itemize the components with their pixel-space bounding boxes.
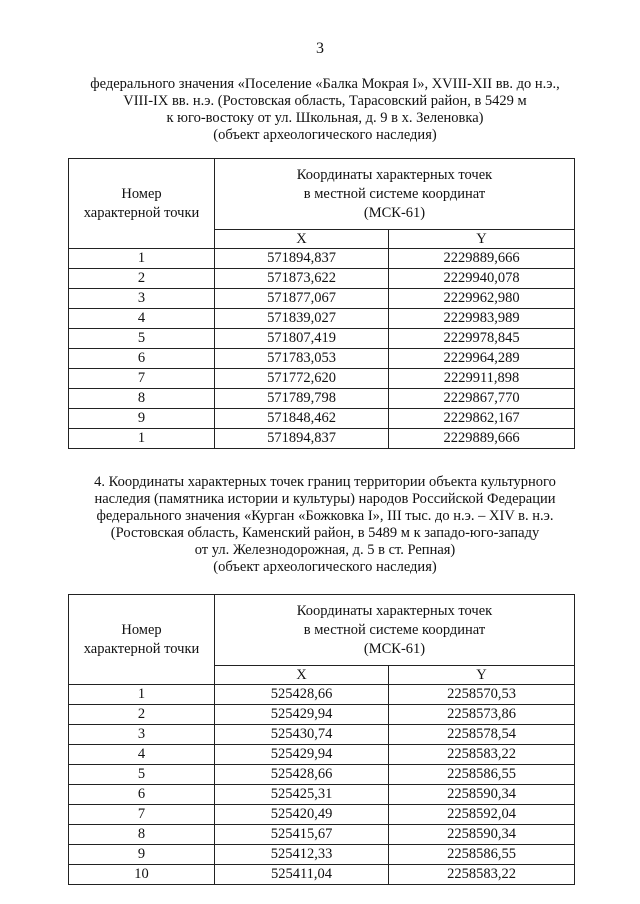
table-row: [69, 289, 575, 309]
point-number: 9: [69, 845, 215, 865]
table-row: [69, 349, 575, 369]
x-value: 525429,94: [215, 745, 389, 765]
y-value: 2229889,666: [389, 249, 575, 269]
point-number: 2: [69, 269, 215, 289]
y-value: 2258590,34: [389, 785, 575, 805]
table-row: [69, 745, 575, 765]
table-row: [69, 705, 575, 725]
y-value: 2229940,078: [389, 269, 575, 289]
point-number: 10: [69, 865, 215, 885]
heading-line: федерального значения «Курган «Божковка I», III тыс. до н.э. – XIV в. н.э.: [96, 508, 554, 524]
heading-line: (объект археологического наследия): [213, 559, 437, 575]
header-text: характерной точки: [83, 204, 200, 221]
header-text: (МСК-61): [363, 204, 426, 221]
y-value: 2229983,989: [389, 309, 575, 329]
point-number: 4: [69, 745, 215, 765]
table-row: [69, 865, 575, 885]
y-value: 2229964,289: [389, 349, 575, 369]
x-value: 571772,620: [215, 369, 389, 389]
x-value: 525415,67: [215, 825, 389, 845]
coordinates-header: [215, 159, 575, 230]
x-value: 571848,462: [215, 409, 389, 429]
x-value: 571789,798: [215, 389, 389, 409]
table-row: [69, 805, 575, 825]
table-row: [69, 249, 575, 269]
point-number-header: [69, 159, 215, 249]
y-value: 2258590,34: [389, 825, 575, 845]
point-number: 6: [69, 785, 215, 805]
object-description-3: [60, 76, 590, 144]
point-number: 3: [69, 289, 215, 309]
table-row: [69, 845, 575, 865]
y-value: 2229889,666: [389, 429, 575, 449]
y-value: 2229962,980: [389, 289, 575, 309]
table-row: [69, 389, 575, 409]
section-4-heading: [60, 474, 590, 576]
header-text: Номер: [121, 185, 162, 202]
x-value: 571807,419: [215, 329, 389, 349]
point-number: 8: [69, 389, 215, 409]
heading-line: наследия (памятника истории и культуры) народов Российской Федерации: [94, 491, 556, 507]
header-text: Номер: [121, 621, 162, 638]
x-value: 571894,837: [215, 429, 389, 449]
x-value: 525430,74: [215, 725, 389, 745]
description-line: федерального значения «Поселение «Балка Мокрая I», XVIII-XII вв. до н.э.,: [90, 76, 560, 92]
x-column-header: X: [215, 666, 389, 685]
header-text: в местной системе координат: [303, 185, 486, 202]
header-text: в местной системе координат: [303, 621, 486, 638]
table-row: [69, 725, 575, 745]
point-number: 3: [69, 725, 215, 745]
y-value: 2258578,54: [389, 725, 575, 745]
point-number: 5: [69, 765, 215, 785]
page-number: 3: [316, 40, 324, 57]
x-value: 571783,053: [215, 349, 389, 369]
header-text: характерной точки: [83, 640, 200, 657]
point-number: 2: [69, 705, 215, 725]
heading-line: от ул. Железнодорожная, д. 5 в ст. Репная): [194, 542, 456, 558]
y-value: 2229867,770: [389, 389, 575, 409]
x-value: 571894,837: [215, 249, 389, 269]
x-value: 571877,067: [215, 289, 389, 309]
table-row: [69, 409, 575, 429]
y-column-header: Y: [389, 666, 575, 685]
point-number: 7: [69, 369, 215, 389]
point-number: 7: [69, 805, 215, 825]
x-value: 571839,027: [215, 309, 389, 329]
point-number: 1: [69, 249, 215, 269]
description-line: к юго-востоку от ул. Школьная, д. 9 в х. Зеленовка): [166, 110, 484, 126]
point-number-header: [69, 595, 215, 685]
table-row: [69, 765, 575, 785]
table-row: [69, 269, 575, 289]
description-line: (объект археологического наследия): [213, 127, 437, 143]
table-row: [69, 785, 575, 805]
coordinates-table-1: [68, 158, 575, 449]
y-value: 2229978,845: [389, 329, 575, 349]
point-number: 6: [69, 349, 215, 369]
header-text: Координаты характерных точек: [296, 602, 493, 619]
x-value: 525429,94: [215, 705, 389, 725]
x-value: 525428,66: [215, 765, 389, 785]
x-value: 525428,66: [215, 685, 389, 705]
heading-line: (Ростовская область, Каменский район, в 5489 м к западо-юго-западу: [110, 525, 540, 541]
heading-line: 4. Координаты характерных точек границ территории объекта культурного: [94, 474, 556, 490]
y-value: 2229911,898: [389, 369, 575, 389]
table-row: [69, 825, 575, 845]
point-number: 8: [69, 825, 215, 845]
point-number: 4: [69, 309, 215, 329]
x-value: 525420,49: [215, 805, 389, 825]
y-value: 2229862,167: [389, 409, 575, 429]
x-value: 525412,33: [215, 845, 389, 865]
header-text: Координаты характерных точек: [296, 166, 493, 183]
x-value: 525425,31: [215, 785, 389, 805]
coordinates-header: [215, 595, 575, 666]
point-number: 1: [69, 429, 215, 449]
table-row: [69, 429, 575, 449]
y-value: 2258586,55: [389, 845, 575, 865]
point-number: 9: [69, 409, 215, 429]
y-value: 2258592,04: [389, 805, 575, 825]
y-value: 2258586,55: [389, 765, 575, 785]
table-row: [69, 329, 575, 349]
y-value: 2258570,53: [389, 685, 575, 705]
y-value: 2258583,22: [389, 865, 575, 885]
header-text: (МСК-61): [363, 640, 426, 657]
y-value: 2258583,22: [389, 745, 575, 765]
table-row: [69, 369, 575, 389]
table-row: [69, 309, 575, 329]
x-value: 525411,04: [215, 865, 389, 885]
description-line: VIII-IX вв. н.э. (Ростовская область, Тарасовский район, в 5429 м: [123, 93, 527, 109]
point-number: 5: [69, 329, 215, 349]
x-column-header: X: [215, 230, 389, 249]
table-row: [69, 685, 575, 705]
y-column-header: Y: [389, 230, 575, 249]
coordinates-table-2: [68, 594, 575, 885]
y-value: 2258573,86: [389, 705, 575, 725]
point-number: 1: [69, 685, 215, 705]
x-value: 571873,622: [215, 269, 389, 289]
